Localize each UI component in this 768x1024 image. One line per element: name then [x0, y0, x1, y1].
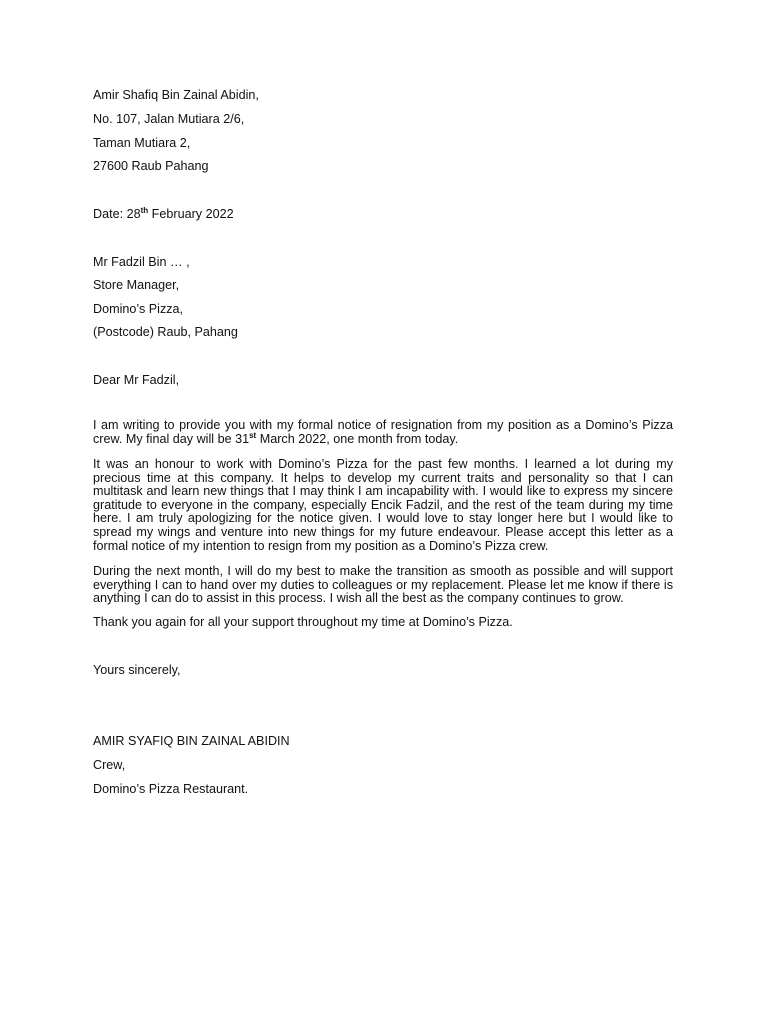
sender-address-line2: Taman Mutiara 2,: [93, 136, 191, 150]
body-paragraph-4: Thank you again for all your support throughout my time at Domino’s Pizza.: [93, 615, 513, 629]
sender-address-line3: 27600 Raub Pahang: [93, 159, 209, 173]
date-prefix: Date: 28: [93, 207, 141, 221]
body-paragraph-1: [93, 419, 673, 446]
date-suffix: th: [140, 205, 149, 215]
recipient-company: Domino’s Pizza,: [93, 302, 184, 316]
date-rest: February 2022: [148, 207, 234, 221]
body-paragraph-2: It was an honour to work with Domino’s Pizza for the past few months. I learned a lot during my precious time at this company. It helps to develop my current traits and personality so that I can multitask and learn new things that I may think I am incapability with. I would like to express my sincere gratitude to everyone in the company, especially Encik Fadzil, and the rest of the team during my time here. I am truly apologizing for the notice given. I would love to stay longer here but I would like to spread my wings and venture into new things for my future endeavour. Please accept this letter as a formal notice of my intention to resign from my position as a Domino’s Pizza crew.: [93, 457, 673, 553]
paragraph-1-text-a: I am writing to provide you with my formal notice of resignation from my position as a Domino’s Pizza crew. My final day will be 31: [93, 418, 673, 446]
signature-role: Crew,: [93, 758, 126, 772]
sender-address-line1: No. 107, Jalan Mutiara 2/6,: [93, 112, 245, 126]
paragraph-1-sup: st: [249, 430, 257, 440]
closing: Yours sincerely,: [93, 663, 181, 677]
signature-name: AMIR SYAFIQ BIN ZAINAL ABIDIN: [93, 734, 290, 748]
body-paragraph-3: During the next month, I will do my best to make the transition as smooth as possible and will support everything I can to hand over my duties to colleagues or my replacement. Please let me know if there is anything I can do to assist in this process. I wish all the best as the company continues to grow.: [93, 564, 673, 606]
paragraph-1-text-b: March 2022, one month from today.: [256, 431, 459, 446]
recipient-title: Store Manager,: [93, 278, 180, 292]
recipient-address: (Postcode) Raub, Pahang: [93, 325, 238, 339]
salutation: Dear Mr Fadzil,: [93, 373, 180, 387]
signature-company: Domino’s Pizza Restaurant.: [93, 782, 249, 796]
sender-name: Amir Shafiq Bin Zainal Abidin,: [93, 88, 259, 102]
recipient-name: Mr Fadzil Bin … ,: [93, 255, 190, 269]
letter-date: [93, 207, 234, 222]
